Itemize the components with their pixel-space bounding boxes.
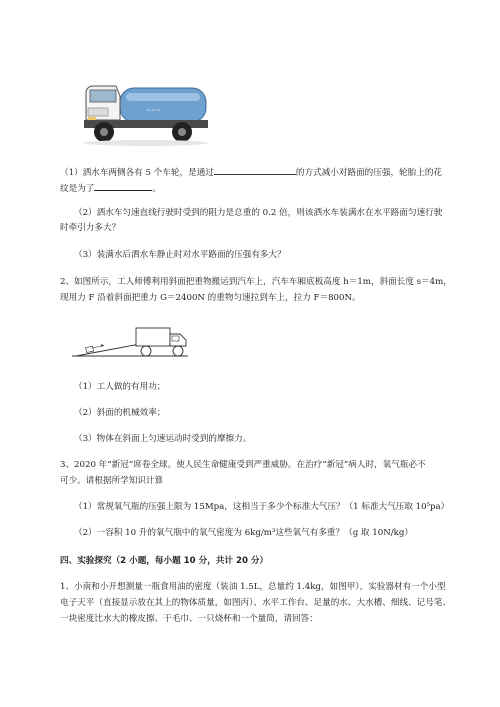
section4-title: 四、实验探究（2 小题，每小题 10 分，共计 20 分） [60, 556, 269, 566]
svg-text:~~~: ~~~ [146, 107, 162, 114]
incline-truck-diagram [70, 316, 190, 364]
q3-part2: （2）一容积 10 升的氧气瓶中的氧气密度为 6kg/m³这些氧气有多重？（g 取 10N/kg） [74, 528, 413, 538]
q2-part2: （2）斜面的机械效率； [74, 408, 166, 418]
q1-part1-line1: （1）洒水车两侧各有 5 个车轮，是通过 的方式减小对路面的压强，轮胎上的花 [60, 164, 470, 181]
q4-line2: 电子天平（直接显示放在其上的物体质量，如图丙）、水平工作台、足量的水、大水槽、细线、记号笔、 [60, 598, 452, 608]
q1-part2-line1: （2）洒水车匀速直线行驶时受到的阻力是总重的 0.2 倍，则该洒水车装满水在水平路面匀速行驶 [74, 208, 443, 218]
q2-stem-line1: 2、如图所示，工人师傅利用斜面把重物搬运到汽车上，汽车车厢底板高度 h＝1m，斜面长度 s＝4m， [60, 277, 452, 287]
q1-part1-line2: 纹是为了 。 [60, 180, 470, 197]
q1-part2-line2: 时牵引力多大？ [60, 223, 121, 233]
q2-part3: （3）物体在斜面上匀速运动时受到的摩擦力。 [74, 434, 252, 444]
q1-part3: （3）装满水后洒水车静止时对水平路面的压强有多大？ [74, 250, 286, 260]
water-truck-figure [76, 76, 214, 148]
q4-line3: 一块密度比水大的橡皮擦、干毛巾、一只烧杯和一个量筒，请回答： [60, 614, 318, 624]
q3-stem-line2: 可少。请根据所学知识计算 [60, 476, 164, 486]
q2-stem-line2: 现用力 F 沿着斜面把重力 G＝2400N 的重物匀速拉到车上，拉力 F＝800N。 [60, 293, 361, 303]
q3-part1: （1）常规氧气瓶的压强上限为 15Mpa，这相当于多少个标准大气压？（1 标准大气压取 10⁵pa） [74, 502, 450, 512]
q3-stem-line1: 3、2020 年“新冠”席卷全球。使人民生命健康受到严重威胁。在治疗“新冠”病人时，氧气瓶必不 [60, 460, 426, 470]
q2-part1: （1）工人做的有用功； [74, 382, 166, 392]
q1-blank-2[interactable] [94, 180, 152, 191]
q1-blank-1[interactable] [214, 164, 296, 175]
q4-line1: 1、小南和小开想测量一瓶食用油的密度（装油 1.5L，总量约 1.4kg，如图甲），实验器材有一个小型 [60, 582, 446, 592]
